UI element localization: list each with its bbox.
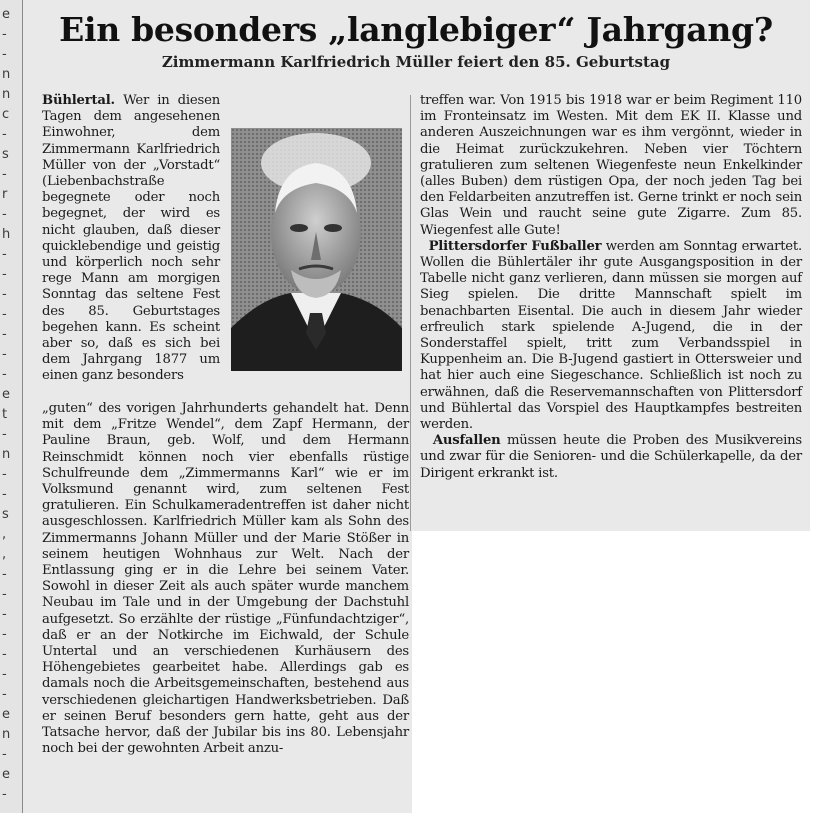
edge-fragment: - [2, 207, 7, 222]
edge-fragment: , [2, 527, 7, 542]
portrait-photo [231, 128, 402, 371]
adjacent-column-edge [0, 0, 23, 813]
cancellation-body: müssen heute die Proben des Musikvereins und zwar für die Senioren- und die Schülerkapelle, da der Dirigent erkrankt ist. [420, 433, 802, 481]
edge-fragment: - [2, 607, 7, 622]
edge-fragment: h [2, 227, 11, 242]
edge-fragment: - [2, 487, 7, 502]
edge-fragment: n [2, 87, 11, 102]
edge-fragment: - [2, 367, 7, 382]
edge-fragment: - [2, 307, 7, 322]
edge-fragment: - [2, 327, 7, 342]
football-body: werden am Sonntag erwartet. Wollen die Bühlertäler ihr gute Ausgangsposition in der Tabelle nicht ganz verlieren, dann müssen sie morgen auf Sieg spielen. Die dritte Mannschaft spielt im benachbarten Eisental. Die auch in diesem Jahr wieder erfreulich stark spielende A-Jugend, die in der Sonderstaffel spielt, tritt zum Verbandsspiel in Kuppenheim an. Die B-Jugend gastiert in Ottersweier und hat hier auch eine Siegeschance. Schließlich ist noch zu erwähnen, daß die Reservemannschaften von Plittersdorf und Bühlertal das Vorspiel des Hauptkampfes bestreiten werden. [420, 238, 803, 433]
edge-fragment: , [2, 547, 7, 562]
edge-fragment: - [2, 467, 7, 482]
cancellation-lead: Ausfallen [432, 433, 501, 449]
edge-fragment: - [2, 587, 7, 602]
edge-fragment: - [2, 647, 7, 662]
column-1-top-text [42, 93, 220, 385]
edge-fragment: n [2, 67, 11, 82]
blank-area [412, 531, 821, 813]
edge-fragment: s [2, 147, 9, 162]
edge-fragment: - [2, 567, 7, 582]
edge-fragment: - [2, 687, 7, 702]
edge-fragment: - [2, 787, 7, 802]
edge-fragment: - [2, 627, 7, 642]
edge-fragment: - [2, 27, 7, 42]
column-2-text [420, 93, 802, 482]
edge-fragment: - [2, 47, 7, 62]
edge-fragment: e [2, 7, 10, 22]
edge-fragment: e [2, 767, 10, 782]
edge-fragment: s [2, 507, 9, 522]
edge-fragment: c [2, 107, 10, 122]
edge-fragment: n [2, 447, 11, 462]
column-2-paragraph-2 [420, 239, 802, 433]
edge-fragment: - [2, 247, 7, 262]
edge-fragment: - [2, 167, 7, 182]
edge-fragment: - [2, 347, 7, 362]
edge-fragment: - [2, 267, 7, 282]
article-headline: Ein besonders „langlebiger“ Jahrgang? [59, 10, 773, 49]
edge-fragment: e [2, 707, 10, 722]
column-1-narrow-body: Wer in diesen Tagen dem angesehenen Einwohner, dem Zimmermann Karlfriedrich Müller von der „Vorstadt“ (Liebenbachstraße begegnete oder noch begegnet, der wird es nicht glauben, daß dieser quicklebendige und geistig und körperlich noch sehr rege Mann am morgigen Sonntag das seltene Fest des 85. Geburtstages begehen kann. Es scheint aber so, daß es sich bei dem Jahrgang 1877 um einen ganz besonders [42, 93, 220, 384]
edge-fragment: t [2, 407, 8, 422]
article-subheadline: Zimmermann Karlfriedrich Müller feiert den 85. Geburtstag [161, 53, 671, 71]
edge-fragment: - [2, 127, 7, 142]
edge-fragment: - [2, 667, 7, 682]
football-lead: Plittersdorfer Fußballer [428, 238, 602, 254]
column-rule [410, 95, 411, 531]
column-1-bottom-text: „guten“ des vorigen Jahrhunderts gehandelt hat. Denn mit dem „Fritze Wendel“, dem Zapf Hermann, der Pauline Braun, geb. Wolf, und dem Hermann Reinschmidt können noch vier ebenfalls rüstige Schulfreunde dem „Zimmermanns Karl“ wie er im Volksmund genannt wird, zum seltenen Fest gratulieren. Ein Schulkameradentreffen ist daher nicht ausgeschlossen. Karlfriedrich Müller kam als Sohn des Zimmermanns Johann Müller und der Marie Stößer in seinem heutigen Wohnhaus zur Welt. Nach der Entlassung ging er in die Lehre bei seinem Vater. Sowohl in dieser Zeit als auch später wurde manchem Neubau im Tale und in der Umgebung der Dachstuhl aufgesetzt. So erzählte der rüstige „Fünfundachtziger“, daß er an der Notkirche im Eichwald, der Schule Untertal und an verschiedenen Kurhäusern des Höhengebietes gearbeitet habe. Allerdings gab es damals noch die Arbeitsgemeinschaften, bestehend aus verschiedenen gleichartigen Handwerksbetrieben. Daß er seinen Beruf besonders gern hatte, geht aus der Tatsache hervor, daß der Jubilar bis ins 80. Lebensjahr noch bei der gewohnten Arbeit anzu- [42, 401, 409, 757]
edge-fragment: - [2, 287, 7, 302]
column-2-paragraph-1: treffen war. Von 1915 bis 1918 war er beim Regiment 110 im Fronteinsatz im Westen. Mit dem EK II. Klasse und anderen Auszeichnungen war es ihm vergönnt, wieder in die Heimat zurückzukehren. Neben vier Töchtern gratulieren zum seltenen Wiegenfeste neun Enkelkinder (alles Buben) dem rüstigen Opa, der noch jeden Tag bei den Feldarbeiten anzutreffen ist. Gerne trinkt er noch sein Glas Wein und raucht seine gute Zigarre. Zum 85. Wiegenfest alle Gute! [420, 93, 802, 238]
edge-fragment: r [2, 187, 8, 202]
edge-fragment: - [2, 747, 7, 762]
edge-fragment: - [2, 427, 7, 442]
edge-fragment: e [2, 387, 10, 402]
column-2-paragraph-3 [420, 433, 802, 482]
dateline: Bühlertal. [42, 93, 115, 108]
edge-fragment: n [2, 727, 11, 742]
